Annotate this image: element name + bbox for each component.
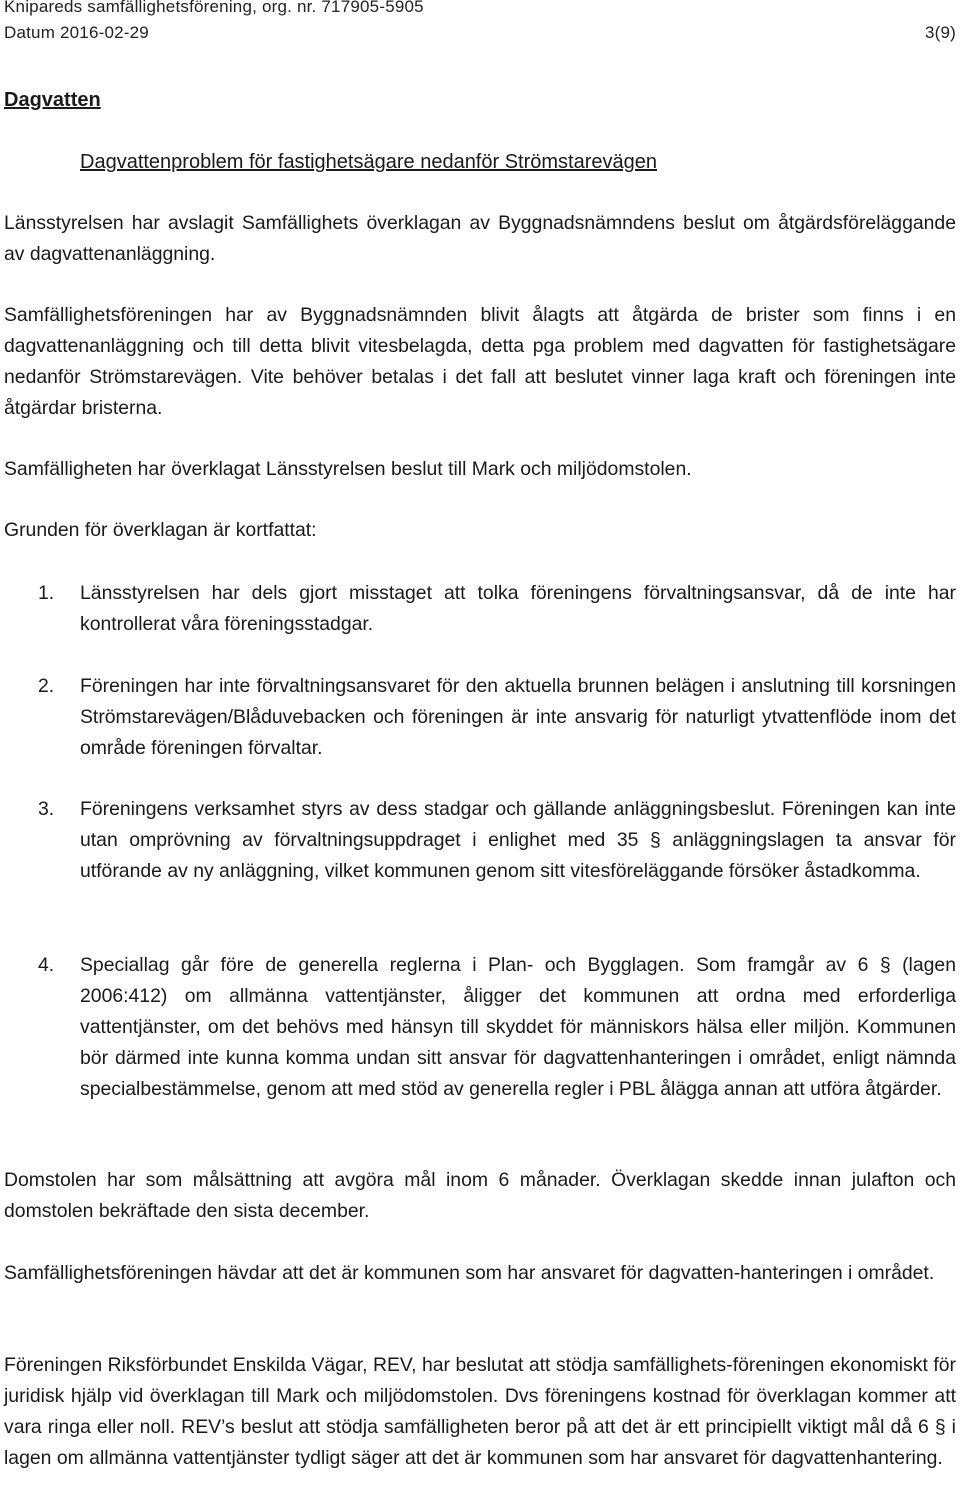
list-number: 4. — [38, 954, 55, 976]
list-item-3 — [4, 794, 956, 887]
list-item-1 — [4, 578, 956, 640]
paragraph-rev-support: Föreningen Riksförbundet Enskilda Vägar, REV, har beslutat att stödja samfällighets-föreningen ekonomiskt för juridisk hjälp vid överklagan till Mark och miljödomstolen. Dvs föreningens kostnad för överklagan kommer att vara ringa eller noll. REV’s beslut att stödja samfälligheten beror på att det är ett principiellt viktigt mål då 6 § i lagen om allmänna vattentjänster tydligt säger att det är kommunen som har ansvaret för dagvattenhantering. — [4, 1354, 956, 1469]
paragraph-decision: Länsstyrelsen har avslagit Samfällighets överklagan av Byggnadsnämndens beslut om åtgärdsföreläggande av dagvattenanläggning. — [4, 212, 956, 265]
header-date: Datum 2016-02-29 — [4, 23, 149, 42]
paragraph-appeal: Samfälligheten har överklagat Länsstyrelsen beslut till Mark och miljödomstolen. — [4, 458, 692, 480]
page-number: 3(9) — [924, 23, 956, 42]
section-heading: Dagvatten — [4, 89, 101, 111]
list-item-2 — [4, 671, 956, 764]
paragraph-grounds-intro: Grunden för överklagan är kortfattat: — [4, 519, 317, 541]
list-number: 3. — [38, 798, 55, 820]
header-org: Knipareds samfällighetsförening, org. nr. 717905-5905 — [4, 0, 424, 16]
list-text: Föreningen har inte förvaltningsansvaret för den aktuella brunnen belägen i anslutning till korsningen Strömstarevägen/Blåduvebacken och föreningen är inte ansvarig för naturligt ytvattenflöde inom det område föreningen förvaltar. — [80, 675, 956, 759]
list-text: Föreningens verksamhet styrs av dess stadgar och gällande anläggningsbeslut. Föreningen kan inte utan omprövning av förvaltningsuppdraget i enlighet med 35 § anläggningslagen ta ansvar för utförande av ny anläggning, vilket kommunen genom sitt vitesföreläggande försöker åstadkomma. — [80, 798, 956, 882]
paragraph-background: Samfällighetsföreningen har av Byggnadsnämnden blivit ålagts att åtgärda de brister som finns i en dagvattenanläggning och till detta blivit vitesbelagda, detta pga problem med dagvatten för fastighetsägare nedanför Strömstarevägen. Vite behöver betalas i det fall att beslutet vinner laga kraft och föreningen inte åtgärdar bristerna. — [4, 304, 956, 419]
list-number: 2. — [38, 675, 55, 697]
paragraph-court-timeline: Domstolen har som målsättning att avgöra mål inom 6 månader. Överklagan skedde innan julafton och domstolen bekräftade den sista december. — [4, 1169, 956, 1222]
header-row — [4, 22, 956, 44]
list-text: Länsstyrelsen har dels gjort misstaget att tolka föreningens förvaltningsansvar, då de inte har kontrollerat våra föreningsstadgar. — [80, 582, 956, 635]
paragraph-municipality-claim: Samfällighetsföreningen hävdar att det är kommunen som har ansvaret för dagvatten-hanteringen i området. — [4, 1262, 935, 1284]
list-number: 1. — [38, 582, 55, 604]
list-text: Speciallag går före de generella reglerna i Plan- och Bygglagen. Som framgår av 6 § (lagen 2006:412) om allmänna vattentjänster, åligger det kommunen att ordna med erforderliga vattentjänster, om det behövs med hänsyn till skyddet för människors hälsa eller miljön. Kommunen bör därmed inte kunna komma undan sitt ansvar för dagvattenhanteringen i området, enligt nämnda specialbestämmelse, genom att med stöd av generella regler i PBL ålägga annan att utföra åtgärder. — [80, 954, 956, 1100]
list-item-4 — [4, 950, 956, 1105]
sub-heading: Dagvattenproblem för fastighetsägare nedanför Strömstarevägen — [80, 151, 658, 173]
